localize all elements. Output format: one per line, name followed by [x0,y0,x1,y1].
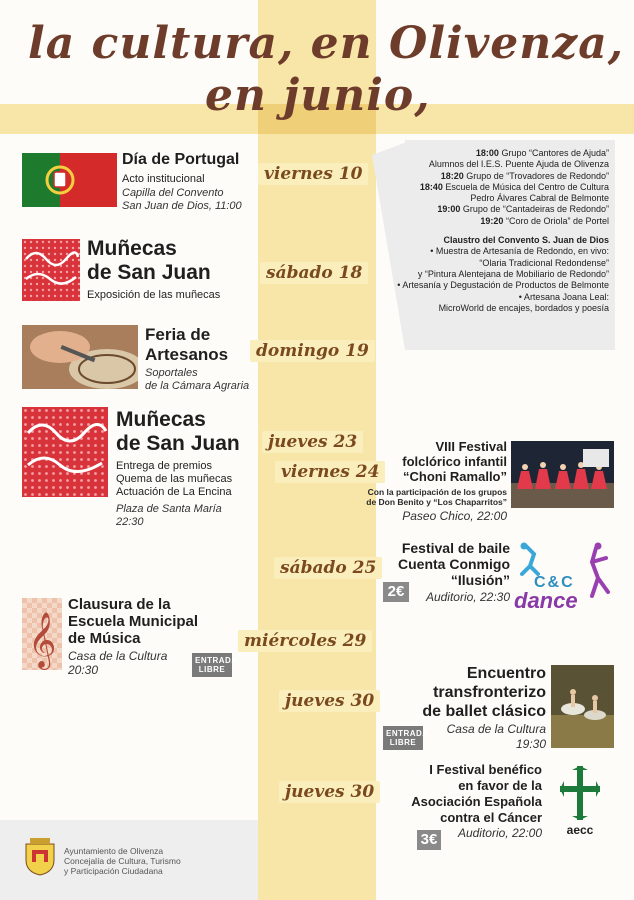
dance-logo-text: dance [514,588,578,613]
munecas2-place-1: Plaza de Santa María [116,503,222,515]
portugal-flag-icon [22,153,117,207]
date-sabado-18: sábado 18 [260,262,368,284]
ballet-title-1: Encuentro [466,665,546,682]
benefico-title-4: contra el Cáncer [440,810,542,825]
date-viernes-10: viernes 10 [258,163,368,185]
benefico-price: 3€ [417,830,441,850]
badge-line: ENTRADA [195,656,238,665]
svg-text:𝄞: 𝄞 [28,612,57,668]
folclorico-place: Paseo Chico, 22:00 [402,509,507,523]
poster-title-line1: la cultura, en Olivenza, [28,18,625,69]
portugal-subtitle: Acto institucional [122,173,205,185]
baile-title-2: Cuenta Conmigo [398,556,510,572]
olivenza-crest-icon [24,838,56,876]
folclorico-desc-2: de Don Benito y “Los Chaparritos” [366,497,507,507]
ballet-place-2: 19:30 [515,737,546,751]
artesanos-title-1: Feria de [145,325,211,344]
ballet-title-3: de ballet clásico [422,703,546,720]
folclorico-title-2: folclórico infantil [402,454,507,469]
date-viernes-24: viernes 24 [275,461,385,483]
munecas2-detail-3: Actuación de La Encina [116,486,232,498]
aecc-logo-text: aecc [566,823,594,837]
date-jueves-30-benefico: jueves 30 [279,781,380,803]
munecas1-subtitle: Exposición de las muñecas [87,289,221,301]
portugal-place-2: San Juan de Dios, 11:00 [122,200,242,212]
claustro-line: y “Pintura Alentejana de Mobiliario de Redondo” [417,268,609,279]
munecas2-title-2: de San Juan [116,432,240,455]
claustro-line: “Olaria Tradicional Redondense” [479,257,609,268]
baile-title-3: “Ilusión” [450,572,510,588]
benefico-title-3: Asociación Española [411,794,542,809]
artisan-hands-photo-icon [22,325,138,389]
munecas1-title-2: de San Juan [87,261,211,284]
clausura-title-3: de Música [68,630,141,647]
grey-box-text [395,148,609,314]
portugal-title: Día de Portugal [122,151,240,168]
footer-line-3: y Participación Ciudadana [64,866,163,876]
claustro-title: Claustro del Convento S. Juan de Dios [443,235,609,246]
cc-logo-text: C&C [534,574,575,591]
folclorico-title-1: VIII Festival [435,439,507,454]
ballet-place-1: Casa de la Cultura [446,722,546,736]
badge-line: LIBRE [389,738,417,747]
date-jueves-23: jueves 23 [262,431,363,453]
grey-line: 18:40 Escuela de Música del Centro de Cultura [419,181,609,192]
munecas-de-san-juan-logo-icon [22,239,80,301]
poster-title-line2: en junio, [205,70,431,121]
badge-line: ENTRADA [386,729,429,738]
entrada-libre-badge [383,726,429,750]
benefico-title-1: I Festival benéfico [429,762,542,777]
munecas2-place-2: 22:30 [116,516,144,528]
aecc-cross-icon [560,766,600,820]
portugal-place-1: Capilla del Convento [122,187,224,199]
baile-price: 2€ [383,582,409,602]
ballet-title-2: transfronterizo [433,684,546,701]
folclorico-title-3: “Choni Ramallo” [402,469,507,484]
clausura-title-2: Escuela Municipal [68,613,199,630]
date-domingo-19: domingo 19 [250,340,375,362]
benefico-title-2: en favor de la [458,778,542,793]
clausura-place-1: Casa de la Cultura [68,649,168,663]
folk-dancers-photo-icon [511,441,614,508]
claustro-line: MicroWorld de encajes, bordados y poesía [438,302,609,313]
badge-line: LIBRE [198,665,226,674]
treble-clef-icon [22,598,62,670]
artesanos-place-2: de la Cámara Agraria [145,380,250,392]
date-jueves-30-ballet: jueves 30 [279,690,380,712]
grey-line: Pedro Álvares Cabral de Belmonte [470,193,609,204]
grey-line: 19:20 “Coro de Oriola” de Portel [480,215,609,226]
grey-line: Alumnos del I.E.S. Puente Ajuda de Olivenza [428,159,609,170]
baile-place: Auditorio, 22:30 [425,590,510,604]
munecas1-title-1: Muñecas [87,237,177,260]
folclorico-desc-1: Con la participación de los grupos [367,487,507,497]
munecas2-detail-2: Quema de las muñecas [116,473,233,485]
artesanos-place-1: Soportales [145,367,198,379]
footer-line-2: Concejalía de Cultura, Turismo [64,856,181,866]
claustro-line: • Muestra de Artesanía de Redondo, en vivo: [430,246,609,257]
claustro-line: • Artesana Joana Leal: [518,291,609,302]
date-sabado-25: sábado 25 [274,557,382,579]
benefico-place: Auditorio, 22:00 [457,826,542,840]
artesanos-title-2: Artesanos [145,345,229,364]
ballet-painting-icon [551,665,614,748]
entrada-libre-badge [192,653,238,677]
munecas2-detail-1: Entrega de premios [116,460,212,472]
munecas2-title-1: Muñecas [116,408,206,431]
grey-line: 18:20 Grupo de “Trovadores de Redondo” [440,170,609,181]
clausura-place-2: 20:30 [68,663,99,677]
baile-title-1: Festival de baile [401,540,510,556]
cc-dance-logo [512,540,616,616]
grey-line: 18:00 Grupo “Cantores de Ajuda” [475,148,609,158]
clausura-title-1: Clausura de la [68,596,171,613]
footer-line-1: Ayuntamiento de Olivenza [64,846,164,856]
munecas-de-san-juan-logo-icon [22,407,108,497]
grey-line: 19:00 Grupo de “Cantadeiras de Redondo” [437,204,609,215]
date-miercoles-29: miércoles 29 [238,630,372,652]
claustro-line: • Artesanía y Degustación de Productos de Belmonte [397,280,609,291]
